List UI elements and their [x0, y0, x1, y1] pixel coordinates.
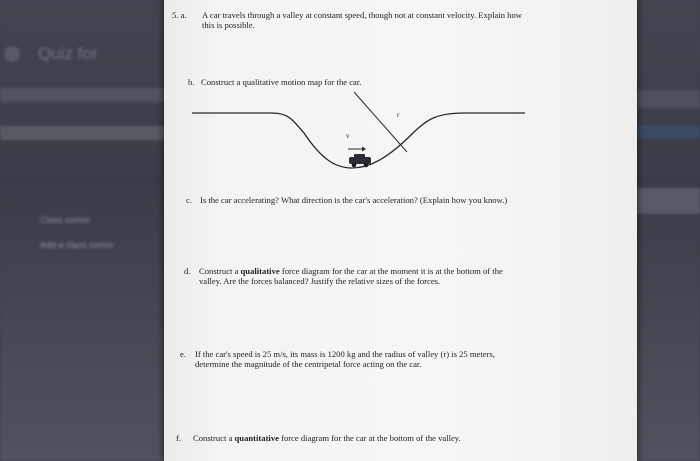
question-number: c.: [186, 195, 192, 205]
question-text-part: force diagram for the car at the bottom of the valley.: [278, 433, 461, 443]
question-text-part: Construct a: [193, 433, 235, 443]
question-number: 5. a.: [172, 10, 187, 20]
background-band: [0, 88, 170, 102]
question-text: A car travels through a valley at constant speed, though not at constant velocity. Explain how: [202, 10, 522, 20]
question-text: [199, 266, 503, 276]
worksheet-paper: [164, 0, 637, 461]
car-icon: [349, 154, 371, 167]
avatar: [4, 46, 20, 62]
question-text: this is possible.: [202, 20, 255, 30]
question-text-emphasis: qualitative: [240, 266, 280, 276]
velocity-label: v: [346, 132, 350, 140]
background-right-panel: [636, 188, 700, 214]
question-text-part: Construct a: [199, 266, 241, 276]
background-item: Add a class comm: [40, 240, 114, 250]
question-text: Construct a qualitative motion map for the car.: [201, 77, 362, 87]
background-right-panel: [636, 90, 700, 108]
question-text: [193, 433, 461, 443]
question-text-part: force diagram for the car at the moment it is at the bottom of the: [279, 266, 503, 276]
valley-diagram: [164, 0, 637, 200]
background-band: [0, 126, 170, 140]
radius-label: r: [397, 111, 400, 119]
background-quiz-title: Quiz for: [38, 44, 98, 63]
question-text: valley. Are the forces balanced? Justify the relative sizes of the forces.: [199, 276, 441, 286]
background-item: Class comm: [40, 215, 90, 225]
question-number: d.: [184, 266, 191, 276]
velocity-arrowhead: [362, 147, 366, 152]
question-text-emphasis: quantitative: [234, 433, 279, 443]
question-text: determine the magnitude of the centripetal force acting on the car.: [195, 359, 422, 369]
question-number: e.: [180, 349, 186, 359]
background-right-panel: [636, 126, 700, 138]
question-text: If the car's speed is 25 m/s, its mass is 1200 kg and the radius of valley (r) is 25 meters,: [195, 349, 495, 359]
question-number: f.: [176, 433, 182, 443]
question-text: Is the car accelerating? What direction is the car's acceleration? (Explain how you know.): [200, 195, 508, 205]
radius-line: [354, 92, 407, 152]
question-number: b.: [188, 77, 195, 87]
